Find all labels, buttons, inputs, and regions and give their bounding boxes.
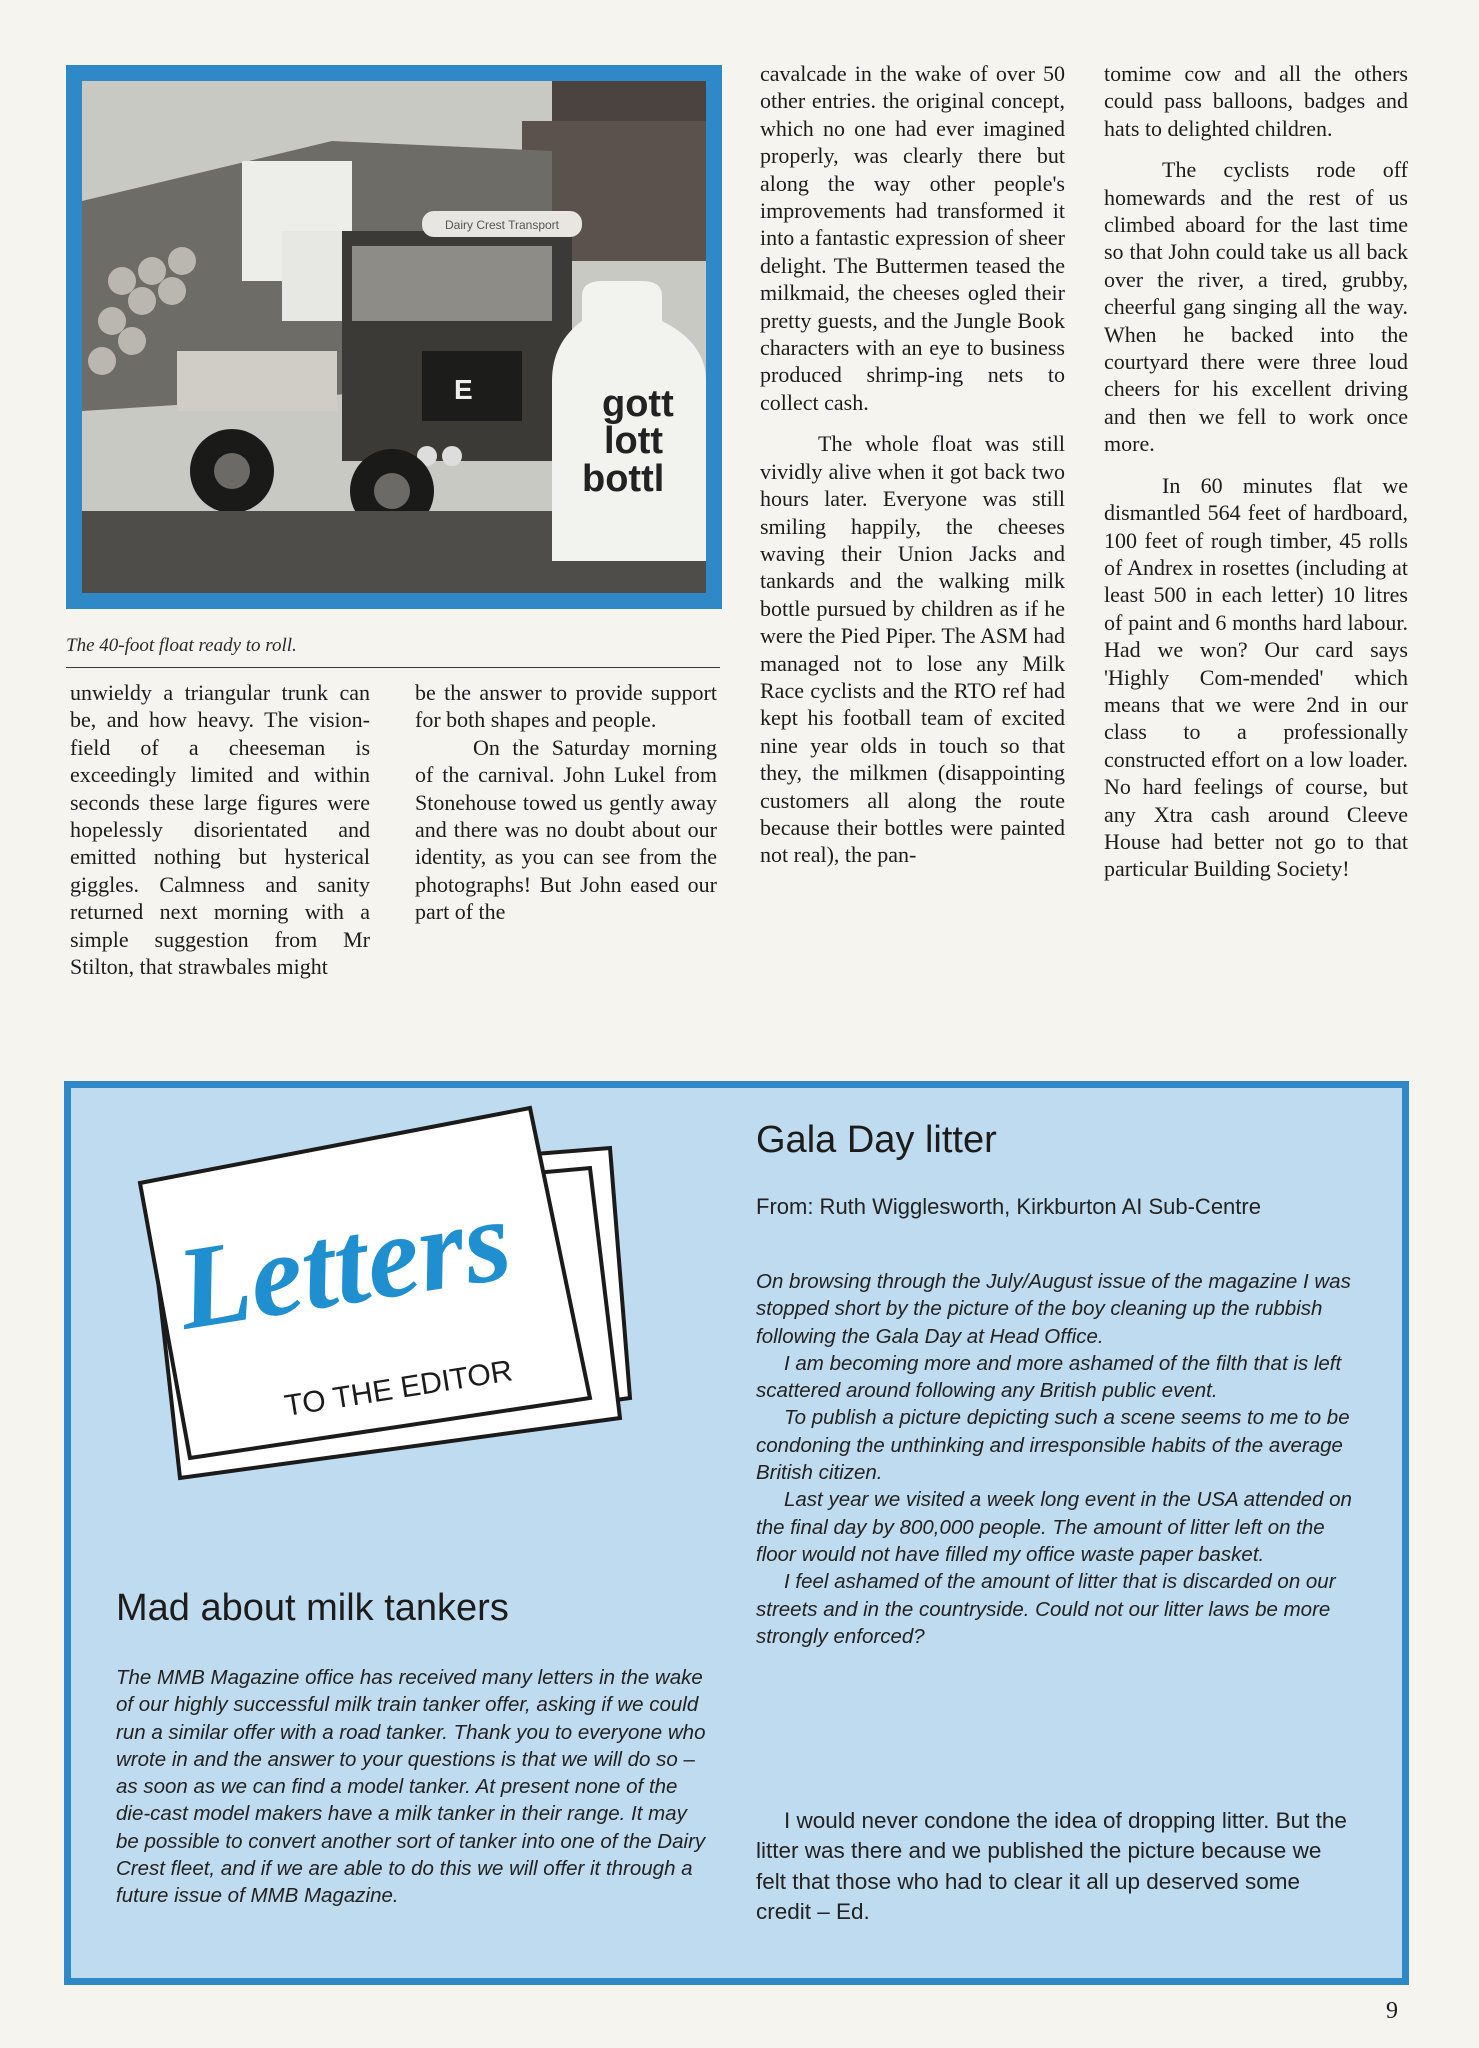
gala-letter-para-2: I am becoming more and more ashamed of the filth that is left scattered around following any British public event. bbox=[756, 1351, 1342, 1403]
letters-logo-subtitle: TO THE EDITOR bbox=[282, 1354, 515, 1423]
gala-letter-para-1: On browsing through the July/August issue of the magazine I was stopped short by the picture of the boy cleaning up the rubbish following the Gala Day at Head Office. bbox=[756, 1270, 1351, 1348]
page-number: 9 bbox=[1386, 1998, 1398, 2024]
mad-about-milk-tankers-heading: Mad about milk tankers bbox=[116, 1587, 509, 1629]
photo-caption: The 40-foot float ready to roll. bbox=[66, 635, 297, 656]
gala-letter-sender: From: Ruth Wigglesworth, Kirkburton AI Sub-Centre bbox=[756, 1194, 1261, 1219]
gala-letter-para-3: To publish a picture depicting such a scene seems to me to be condoning the unthinking and irresponsible habits of the average British citizen. bbox=[756, 1406, 1350, 1485]
article-col2-para-a: be the answer to provide support for both shapes and people. bbox=[415, 680, 717, 733]
article-column-3 bbox=[760, 60, 1065, 869]
article-col1-text: unwieldy a triangular trunk can be, and how heavy. The vision-field of a cheeseman is exceedingly limited and within seconds these large figures were hopelessly disorientated and emitted nothing but hysterical giggles. Calmness and sanity returned next morning with a simple suggestion from Mr Stilton, that strawbales might bbox=[70, 680, 370, 980]
article-col2-para-b: On the Saturday morning of the carnival. John Lukel from Stonehouse towed us gently away and there was no doubt about our identity, as you can see from the photographs! But John eased our part of the bbox=[415, 734, 717, 925]
letters-to-the-editor-logo bbox=[130, 1098, 650, 1488]
mad-about-milk-tankers-body: The MMB Magazine office has received many letters in the wake of our highly successful milk train tanker offer, asking if we could run a similar offer with a road tanker. Thank you to everyone who wrote in and the answer to your questions is that we will do so – as soon as we can find a model tanker. At present none of the die-cast model makers have a milk tanker in their range. It may be possible to convert another sort of tanker into one of the Dairy Crest fleet, and if we are able to do this we will offer it through a future issue of MMB Magazine. bbox=[116, 1666, 706, 1908]
grille-letter: E bbox=[454, 374, 473, 405]
editor-reply bbox=[756, 1806, 1356, 1927]
editor-reply-text: I would never condone the idea of dropping litter. But the litter was there and we published the picture because we felt that those who had to clear it all up deserved some credit – Ed. bbox=[756, 1808, 1347, 1924]
bottle-text-3: bottl bbox=[582, 458, 665, 500]
gala-letter-para-5: I feel ashamed of the amount of litter that is discarded on our streets and in the countryside. Could not our litter laws be more strongly enforced? bbox=[756, 1570, 1336, 1648]
article-col4-para-a: tomime cow and all the others could pass balloons, badges and hats to delighted children. bbox=[1104, 61, 1408, 141]
article-col4-para-c: In 60 minutes flat we dismantled 564 feet of hardboard, 100 feet of rough timber, 45 rolls of Andrex in rosettes (including at least 500 in each letter) 10 litres of paint and 6 months hard labour. Had we won? Our card says 'Highly Com-mended' which means that we were 2nd in our class to a professionally constructed effort on a low loader. No hard feelings of course, but any Xtra cash around Cleeve House had better not go to that particular Building Society! bbox=[1104, 472, 1408, 882]
article-column-1 bbox=[70, 679, 370, 980]
gala-letter-para-4: Last year we visited a week long event in the USA attended on the final day by 800,000 people. The amount of litter left on the floor would not have filled my office waste paper basket. bbox=[756, 1488, 1352, 1566]
bottle-text-2: lott bbox=[604, 420, 664, 462]
article-col3-para-b: The whole float was still vividly alive when it got back two hours later. Everyone was still smiling happily, the cheeses waving their Union Jacks and tankards and the walking milk bottle pursued by children as if he were the Pied Piper. The ASM had managed not to lose any Milk Race cyclists and the RTO ref had kept his football team of excited nine year olds in touch so that they, the milkmen (disappointing customers all along the route because their bottles were painted not real), the pan- bbox=[760, 431, 1065, 868]
article-column-2 bbox=[415, 679, 717, 926]
gala-letter-body bbox=[756, 1268, 1356, 1650]
article-col3-para-a: cavalcade in the wake of over 50 other entries. the original concept, which no one had ever imagined properly, was clearly there but along the way other people's improvements had transformed it into a fantastic expression of sheer delight. The Buttermen teased the milkmaid, the cheeses ogled their pretty guests, and the Jungle Book characters with an eye to business produced shrimp-ing nets to collect cash. bbox=[760, 61, 1065, 415]
letters-logo-word: Letters bbox=[168, 1173, 520, 1355]
photo-frame bbox=[66, 65, 722, 609]
gala-day-litter-heading: Gala Day litter bbox=[756, 1119, 997, 1161]
article-column-4 bbox=[1104, 60, 1408, 883]
truck-illustration bbox=[82, 81, 706, 593]
bottle-text-1: gott bbox=[602, 383, 674, 425]
article-col4-para-b: The cyclists rode off homewards and the rest of us climbed aboard for the last time so that John could take us all back over the river, a tired, grubby, cheerful gang singing all the way. When he backed into the courtyard there were three loud cheers for his excellent driving and then we fell to work once more. bbox=[1104, 157, 1408, 457]
float-photo bbox=[82, 81, 706, 593]
caption-rule bbox=[66, 667, 720, 668]
truck-sign-text: Dairy Crest Transport bbox=[444, 218, 560, 232]
